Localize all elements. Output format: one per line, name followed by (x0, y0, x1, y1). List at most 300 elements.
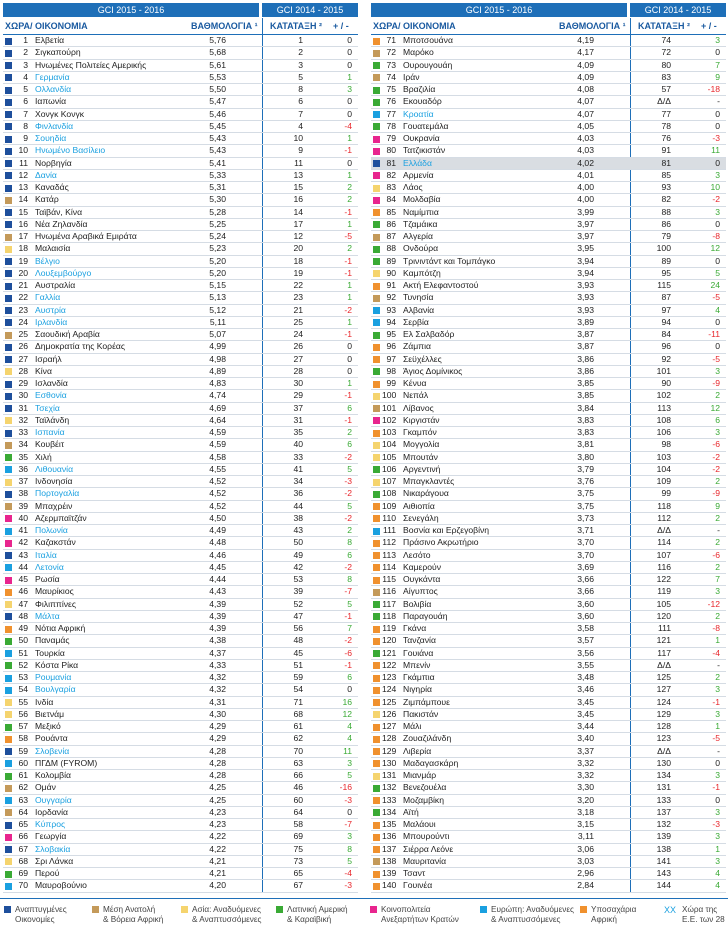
rank-2015: 132 (382, 782, 397, 793)
region-marker (5, 185, 12, 192)
rank-change: -3 (344, 476, 352, 486)
rank-2014: 9 (298, 145, 303, 156)
country-name: Εσθονία (35, 390, 67, 401)
rank-2014: 117 (657, 647, 671, 658)
rank-change: 4 (347, 733, 352, 744)
region-marker (373, 442, 380, 449)
rank-2014: 7 (298, 108, 303, 119)
rank-change: 0 (347, 157, 352, 168)
rank-2014: 94 (661, 316, 671, 327)
rank-2015: 29 (18, 378, 28, 388)
rank-change: 3 (715, 427, 720, 437)
rank-2014: 139 (656, 831, 671, 842)
country-name: Ονδούρα (403, 243, 439, 254)
table-row (3, 317, 358, 329)
country-name: Πολωνία (35, 525, 68, 535)
table-row (371, 366, 726, 378)
score: 5,30 (209, 194, 226, 205)
rank-change: -6 (344, 647, 352, 658)
table-row (3, 378, 358, 390)
region-marker (373, 209, 380, 216)
rank-2015: 79 (386, 133, 396, 143)
score: 3,20 (577, 794, 594, 805)
country-name: Μολδαβία (403, 194, 441, 205)
rank-2014: 15 (293, 182, 303, 192)
table-row (3, 795, 358, 807)
rank-change: 3 (715, 806, 720, 817)
rank-change: 2 (715, 561, 720, 572)
rank-2014: 113 (657, 402, 671, 413)
col-country-header: ΧΩΡΑ/ ΟΙΚΟΝΟΜΙΑ (5, 21, 88, 31)
rank-2015: 47 (18, 598, 28, 609)
region-marker (5, 172, 12, 179)
rank-2014: 3 (298, 59, 303, 70)
region-marker (373, 221, 380, 228)
rank-2014: 54 (293, 684, 303, 695)
country-name: Μποτσουάνα (403, 35, 453, 45)
table-row (3, 415, 358, 427)
legend-line1: Υποσαχάρια (591, 905, 637, 914)
score: 5,43 (209, 133, 226, 143)
rank-2015: 133 (382, 794, 397, 805)
rank-2014: 107 (656, 549, 671, 560)
rank-2015: 19 (18, 255, 28, 266)
region-marker (373, 50, 380, 57)
score: 4,59 (209, 427, 226, 437)
region-marker (373, 99, 380, 106)
region-marker (373, 479, 380, 486)
country-name: Μπουρούντι (403, 831, 450, 842)
table-row (371, 170, 726, 182)
rank-change: 3 (715, 169, 720, 180)
region-marker (373, 589, 380, 596)
rank-2015: 110 (382, 512, 396, 523)
rank-change: 7 (715, 59, 720, 70)
table-row (3, 819, 358, 831)
rank-2014: 115 (657, 280, 671, 290)
table-row (371, 145, 726, 157)
table-rows (371, 35, 726, 893)
col-change-header: + / - (701, 21, 717, 31)
table-row (371, 586, 726, 598)
rank-2015: 64 (18, 806, 28, 817)
rank-2015: 96 (386, 341, 396, 352)
rank-2015: 128 (382, 733, 397, 744)
rank-2014: 48 (293, 635, 303, 646)
table-row (371, 868, 726, 880)
rank-change: 10 (710, 182, 720, 192)
rank-change: 12 (710, 243, 720, 254)
country-name: Νιγηρία (403, 684, 432, 695)
table-row (3, 525, 358, 537)
country-name: Αυστρία (35, 304, 66, 315)
table-row (3, 305, 358, 317)
region-marker (373, 332, 380, 339)
rank-change: 3 (715, 35, 720, 45)
score: 4,29 (209, 721, 226, 731)
rank-2014: 8 (298, 84, 303, 94)
region-marker (5, 258, 12, 265)
score: 3,70 (577, 549, 594, 560)
rank-2014: 99 (661, 488, 671, 499)
country-name: Γκάμπια (403, 672, 435, 682)
rank-change: 8 (347, 574, 352, 584)
table-row (371, 599, 726, 611)
region-marker (5, 540, 12, 547)
score: 4,45 (209, 561, 226, 572)
rank-change: -2 (344, 488, 352, 499)
rank-change: 0 (347, 96, 352, 107)
legend-label (591, 905, 636, 925)
rank-change: 6 (347, 549, 352, 560)
rank-change: 9 (715, 71, 720, 82)
table-row (371, 819, 726, 831)
score: 2,84 (577, 880, 594, 891)
table-row (3, 807, 358, 819)
country-name: Ηνωμένα Αραβικά Εμιράτα (35, 231, 137, 241)
rank-change: 11 (343, 745, 352, 756)
rank-change: -5 (712, 353, 720, 364)
region-marker (373, 577, 380, 584)
rank-2014: 112 (657, 512, 671, 523)
rank-2015: 24 (18, 316, 28, 327)
country-name: Ηνωμένες Πολιτείες Αμερικής (35, 59, 147, 70)
country-name: Αιθιοπία (403, 500, 435, 511)
score: 3,80 (577, 451, 594, 462)
country-name: Αυστραλία (35, 280, 76, 290)
rank-2015: 138 (382, 855, 397, 866)
country-name: Κατάρ (35, 194, 59, 205)
country-name: Λουξεμβούργο (35, 267, 92, 278)
table-row (371, 305, 726, 317)
rank-2015: 53 (18, 672, 28, 682)
country-name: Γουιάνα (403, 647, 434, 658)
rank-2015: 44 (18, 561, 28, 572)
rank-2014: 73 (293, 855, 303, 866)
country-name: Μογγολία (403, 439, 440, 450)
region-marker (5, 773, 12, 780)
country-name: Κροατία (403, 108, 434, 119)
country-name: Ζιμπάμπουε (403, 696, 450, 707)
rank-2015: 89 (386, 255, 396, 266)
rank-2015: 45 (18, 574, 28, 584)
rank-2014: 1 (298, 35, 303, 45)
country-name: Μαδαγασκάρη (403, 757, 459, 768)
rank-2014: 127 (656, 684, 671, 695)
rank-change: 0 (347, 806, 352, 817)
rank-change: 7 (347, 623, 352, 633)
region-marker (5, 136, 12, 143)
rank-2014: 27 (293, 353, 303, 364)
region-marker (373, 822, 380, 829)
rank-change: -2 (344, 512, 352, 523)
rank-change: -2 (712, 194, 720, 205)
rank-2015: 95 (386, 329, 396, 339)
legend-line1: Χώρα της (682, 905, 718, 914)
rank-2014: 38 (293, 512, 303, 523)
rank-2015: 109 (382, 500, 397, 511)
score: 5,45 (209, 120, 226, 131)
region-marker (373, 417, 380, 424)
table-row (371, 476, 726, 488)
region-marker (5, 552, 12, 559)
rank-2014: 101 (656, 365, 671, 376)
rank-2015: 16 (18, 218, 28, 229)
region-marker (5, 234, 12, 241)
rank-2015: 99 (386, 378, 396, 388)
country-name: Ιταλία (35, 549, 57, 560)
region-marker (373, 736, 380, 743)
country-name: Ρουάντα (35, 733, 68, 744)
rank-2015: 98 (386, 365, 396, 376)
rank-2015: 105 (382, 451, 397, 462)
region-marker (373, 307, 380, 314)
rank-2014: 108 (656, 414, 671, 425)
rank-2015: 127 (382, 721, 397, 731)
score: 3,81 (577, 439, 594, 450)
table-row (3, 329, 358, 341)
rank-change: 2 (347, 525, 352, 535)
region-marker (373, 687, 380, 694)
table-row (3, 207, 358, 219)
region-marker (5, 479, 12, 486)
rank-2015: 100 (382, 390, 397, 401)
rank-2014: 31 (293, 414, 303, 425)
rank-2014: 86 (661, 218, 671, 229)
rank-2015: 85 (386, 206, 396, 217)
rank-2014: 59 (293, 672, 303, 682)
rank-2015: 15 (18, 206, 28, 217)
score: 5,41 (209, 157, 226, 168)
region-marker (373, 87, 380, 94)
rank-2015: 46 (18, 586, 28, 597)
table-row (3, 697, 358, 709)
country-name: Λίβανος (403, 402, 434, 413)
rank-2014: 47 (293, 610, 303, 621)
score: 4,09 (577, 59, 594, 70)
table-row (3, 856, 358, 868)
region-marker (5, 760, 12, 767)
country-name: Φινλανδία (35, 120, 74, 131)
score: 4,01 (577, 169, 594, 180)
region-marker (373, 626, 380, 633)
rank-2014: 26 (293, 341, 303, 352)
rank-change: 12 (342, 708, 352, 719)
rank-change: -2 (344, 635, 352, 646)
region-marker (5, 123, 12, 130)
rank-2015: 52 (18, 659, 28, 670)
country-name: Ισραήλ (35, 353, 62, 364)
score: 4,20 (209, 880, 226, 891)
table-row (371, 758, 726, 770)
score: 4,19 (577, 35, 594, 45)
country-name: Βραζιλία (403, 84, 436, 94)
rank-change: 4 (715, 304, 720, 315)
rank-2014: 35 (293, 427, 303, 437)
rank-2015: 101 (382, 402, 397, 413)
table-row (371, 439, 726, 451)
score: 3,93 (577, 292, 594, 303)
country-name: Δημοκρατία της Κορέας (35, 341, 126, 352)
region-marker (5, 491, 12, 498)
score: 4,21 (209, 868, 226, 878)
region-marker (373, 785, 380, 792)
rank-2015: 123 (382, 672, 397, 682)
table-row (371, 194, 726, 206)
region-marker (5, 577, 12, 584)
region-marker (373, 430, 380, 437)
rank-2014: 80 (661, 59, 671, 70)
country-name: Μάλι (403, 721, 422, 731)
region-marker (5, 564, 12, 571)
country-name: Αργεντινή (403, 463, 441, 474)
score: 4,23 (209, 819, 226, 829)
rank-2015: 117 (382, 598, 396, 609)
table-row (3, 550, 358, 562)
rank-2014: 63 (293, 757, 303, 768)
region-marker (5, 466, 12, 473)
score: 3,30 (577, 782, 594, 793)
rank-change: 6 (347, 672, 352, 682)
country-name: Βενεζουέλα (403, 782, 447, 793)
rank-2014: Δ/Δ (657, 745, 671, 756)
country-name: Τυνησία (403, 292, 434, 303)
table-row (371, 464, 726, 476)
region-marker (5, 626, 12, 633)
country-name: Τσαντ (403, 868, 426, 878)
region-marker (373, 846, 380, 853)
region-marker (5, 589, 12, 596)
rank-2015: 68 (18, 855, 28, 866)
rank-2015: 131 (382, 770, 397, 780)
region-marker (5, 160, 12, 167)
rank-2015: 125 (382, 696, 397, 707)
rank-2014: 85 (661, 169, 671, 180)
rank-change: 0 (347, 353, 352, 364)
rank-2014: 6 (298, 96, 303, 107)
rank-2014: 123 (656, 733, 671, 744)
rank-2014: 92 (661, 353, 671, 364)
rank-change: -18 (707, 84, 720, 94)
region-marker (373, 62, 380, 69)
country-name: Νεπάλ (403, 390, 429, 401)
rank-2014: 130 (656, 757, 671, 768)
rank-2015: 63 (18, 794, 28, 805)
country-name: Δανία (35, 169, 57, 180)
legend-line2: Οικονομίες (15, 915, 55, 924)
rank-change: 8 (347, 537, 352, 548)
rank-change: 0 (347, 684, 352, 695)
rank-2014: 120 (656, 610, 671, 621)
country-name: Μπαγκλαντές (403, 476, 455, 486)
rank-2014: 41 (293, 463, 303, 474)
country-name: Μιανμάρ (403, 770, 437, 780)
rank-2014: 58 (293, 819, 303, 829)
rank-2014: 93 (661, 182, 671, 192)
table-row (3, 623, 358, 635)
country-name: Φιλιππίνες (35, 598, 77, 609)
table-row (371, 562, 726, 574)
rank-2015: 88 (386, 243, 396, 254)
rank-2015: 54 (18, 684, 28, 695)
table-row (371, 697, 726, 709)
rank-2015: 22 (18, 292, 28, 303)
table-row (371, 390, 726, 402)
rank-change: -8 (712, 231, 720, 241)
rank-change: 3 (347, 831, 352, 842)
rank-change: 11 (711, 145, 720, 156)
score: 5,76 (209, 35, 226, 45)
column-headers (3, 18, 358, 35)
region-marker (5, 834, 12, 841)
legend-label (103, 905, 163, 925)
rank-2015: 111 (382, 525, 396, 535)
country-name: Σιγκαπούρη (35, 47, 81, 58)
table-row (371, 623, 726, 635)
rank-2015: 17 (18, 231, 28, 241)
region-marker (373, 638, 380, 645)
rank-change: -3 (712, 819, 720, 829)
rank-2015: 32 (18, 414, 28, 425)
legend-line2: & Αναπτυσσόμενες (491, 915, 561, 924)
legend-line1: Ασία: Αναδυόμενες (192, 905, 261, 914)
country-name: Λιβερία (403, 745, 432, 756)
region-marker (373, 160, 380, 167)
country-name: Περού (35, 868, 60, 878)
region-marker (5, 846, 12, 853)
country-name: Κόστα Ρίκα (35, 659, 79, 670)
region-marker (373, 405, 380, 412)
country-name: Παραγουάη (403, 610, 448, 621)
score: 4,69 (209, 402, 226, 413)
table-row (371, 329, 726, 341)
table-row (371, 795, 726, 807)
rank-2015: 26 (18, 341, 28, 352)
rank-2014: 96 (661, 341, 671, 352)
gci-previous-header: GCI 2014 - 2015 (630, 3, 726, 17)
region-marker (373, 711, 380, 718)
rank-2014: 13 (293, 169, 303, 180)
gci-current-header: GCI 2015 - 2016 (371, 3, 627, 17)
score: 4,28 (209, 770, 226, 780)
table-row (3, 758, 358, 770)
score: 4,83 (209, 378, 226, 388)
score: 5,47 (209, 96, 226, 107)
rank-2015: 139 (382, 868, 397, 878)
country-name: Ινδία (35, 696, 54, 707)
table-row (3, 660, 358, 672)
rank-2015: 134 (382, 806, 397, 817)
score: 3,71 (577, 525, 594, 535)
rank-2014: 97 (661, 304, 671, 315)
rank-2015: 124 (382, 684, 397, 695)
table-row (3, 219, 358, 231)
table-row (3, 782, 358, 794)
rank-2015: 121 (382, 647, 397, 658)
country-name: Ζάμπια (403, 341, 431, 352)
region-marker (5, 62, 12, 69)
country-name: Αίγυπτος (403, 586, 438, 597)
score: 3,56 (577, 647, 594, 658)
rank-2014: 128 (656, 721, 671, 731)
col-score-header: ΒΑΘΜΟΛΟΓΙΑ ¹ (191, 21, 258, 31)
region-marker (373, 136, 380, 143)
score: 4,89 (209, 365, 226, 376)
score: 4,98 (209, 353, 226, 364)
score: 3,76 (577, 476, 594, 486)
table-row (371, 354, 726, 366)
table-row (3, 721, 358, 733)
